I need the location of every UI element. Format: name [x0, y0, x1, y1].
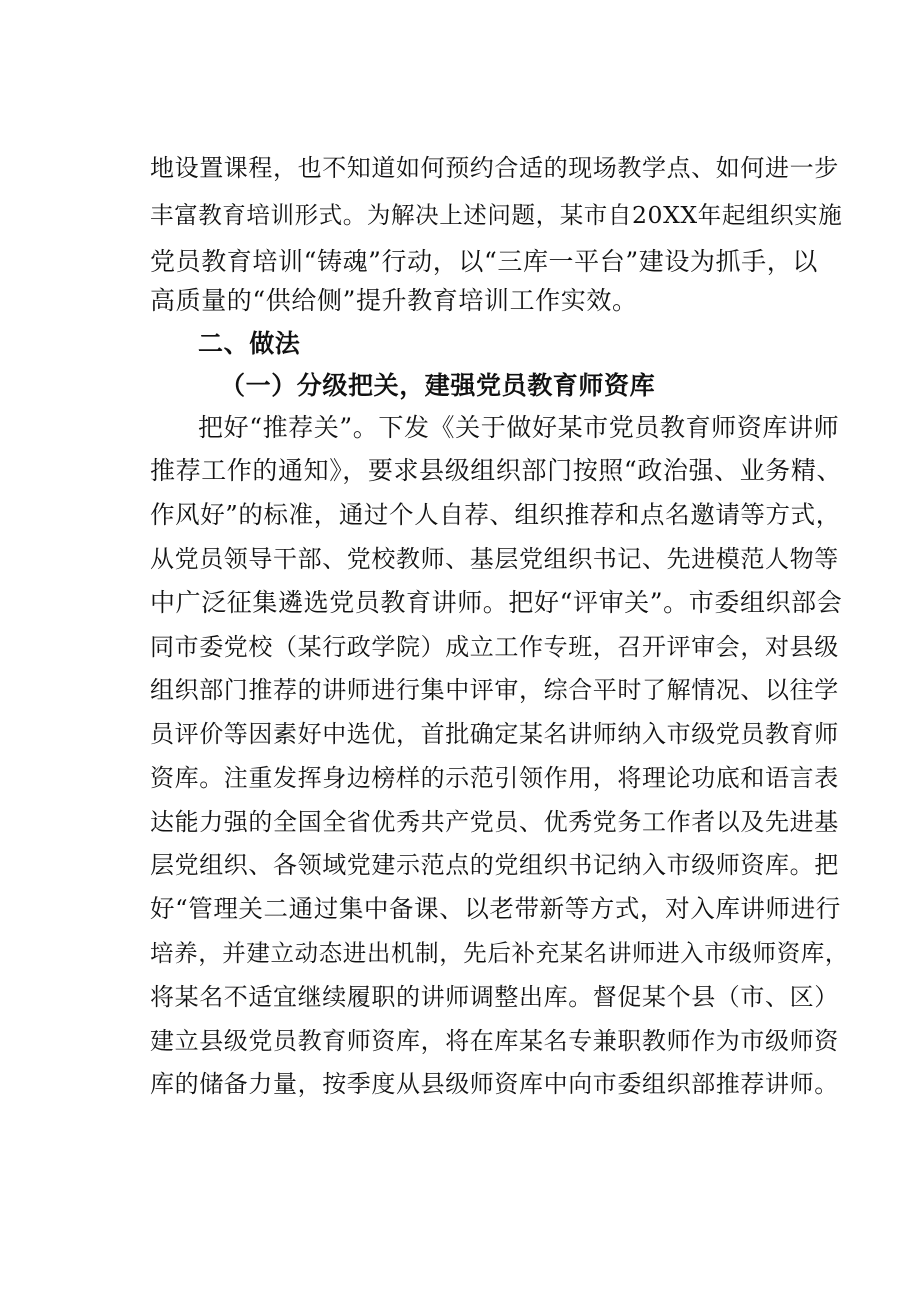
body-line-6: 同市委党校（某行政学院）成立工作专班，召开评审会，对县级: [150, 633, 839, 661]
body-line-1: 把好“推荐关”。下发《关于做好某市党员教育师资库讲师: [198, 413, 840, 442]
body-line-13: 培养，并建立动态进出机制，先后补充某名讲师进入市级师资库，: [150, 939, 849, 967]
body-line-9: 资库。注重发挥身边榜样的示范引领作用，将理论功底和语言表: [150, 764, 839, 792]
intro-line-4: 高质量的“供给侧”提升教育培训工作实效。: [150, 286, 638, 315]
intro-line-2: 丰富教育培训形式。为解决上述问题，某市自20XX年起组织实施: [150, 201, 843, 229]
body-line-15: 建立县级党员教育师资库，将在库某名专兼职教师作为市级师资: [150, 1027, 839, 1055]
body-line-4: 从党员领导干部、党校教师、基层党组织书记、先进模范人物等: [150, 545, 839, 573]
body-line-16: 库的储备力量，按季度从县级师资库中向市委组织部推荐讲师。: [150, 1070, 839, 1098]
body-line-2: 推荐工作的通知》，要求县级组织部门按照“政治强、业务精、: [150, 456, 843, 485]
body-line-5: 中广泛征集遴选党员教育讲师。把好“评审关”。市委组织部会: [150, 588, 843, 617]
intro-line-3: 党员教育培训“铸魂”行动，以“三库一平台”建设为抓手，以: [150, 247, 818, 276]
body-line-10: 达能力强的全国全省优秀共产党员、优秀党务工作者以及先进基: [150, 808, 839, 836]
body-line-14: 将某名不适宜继续履职的讲师调整出库。督促某个县（市、区）: [150, 983, 839, 1011]
body-line-11: 层党组织、各领域党建示范点的党组织书记纳入市级师资库。把: [150, 851, 839, 879]
intro-line-1: 地设置课程，也不知道如何预约合适的现场教学点、如何进一步: [150, 154, 839, 182]
section-heading: 二、做法: [198, 329, 301, 358]
body-line-7: 组织部门推荐的讲师进行集中评审，综合平时了解情况、以往学: [150, 676, 839, 704]
subsection-heading: （一）分级把关，建强党员教育师资库: [220, 371, 656, 400]
body-line-12: 好“管理关二通过集中备课、以老带新等方式，对入库讲师进行: [150, 894, 841, 923]
body-line-8: 员评价等因素好中选优，首批确定某名讲师纳入市级党员教育师: [150, 720, 839, 748]
body-line-3: 作风好”的标准，通过个人自荐、组织推荐和点名邀请等方式，: [150, 500, 841, 529]
